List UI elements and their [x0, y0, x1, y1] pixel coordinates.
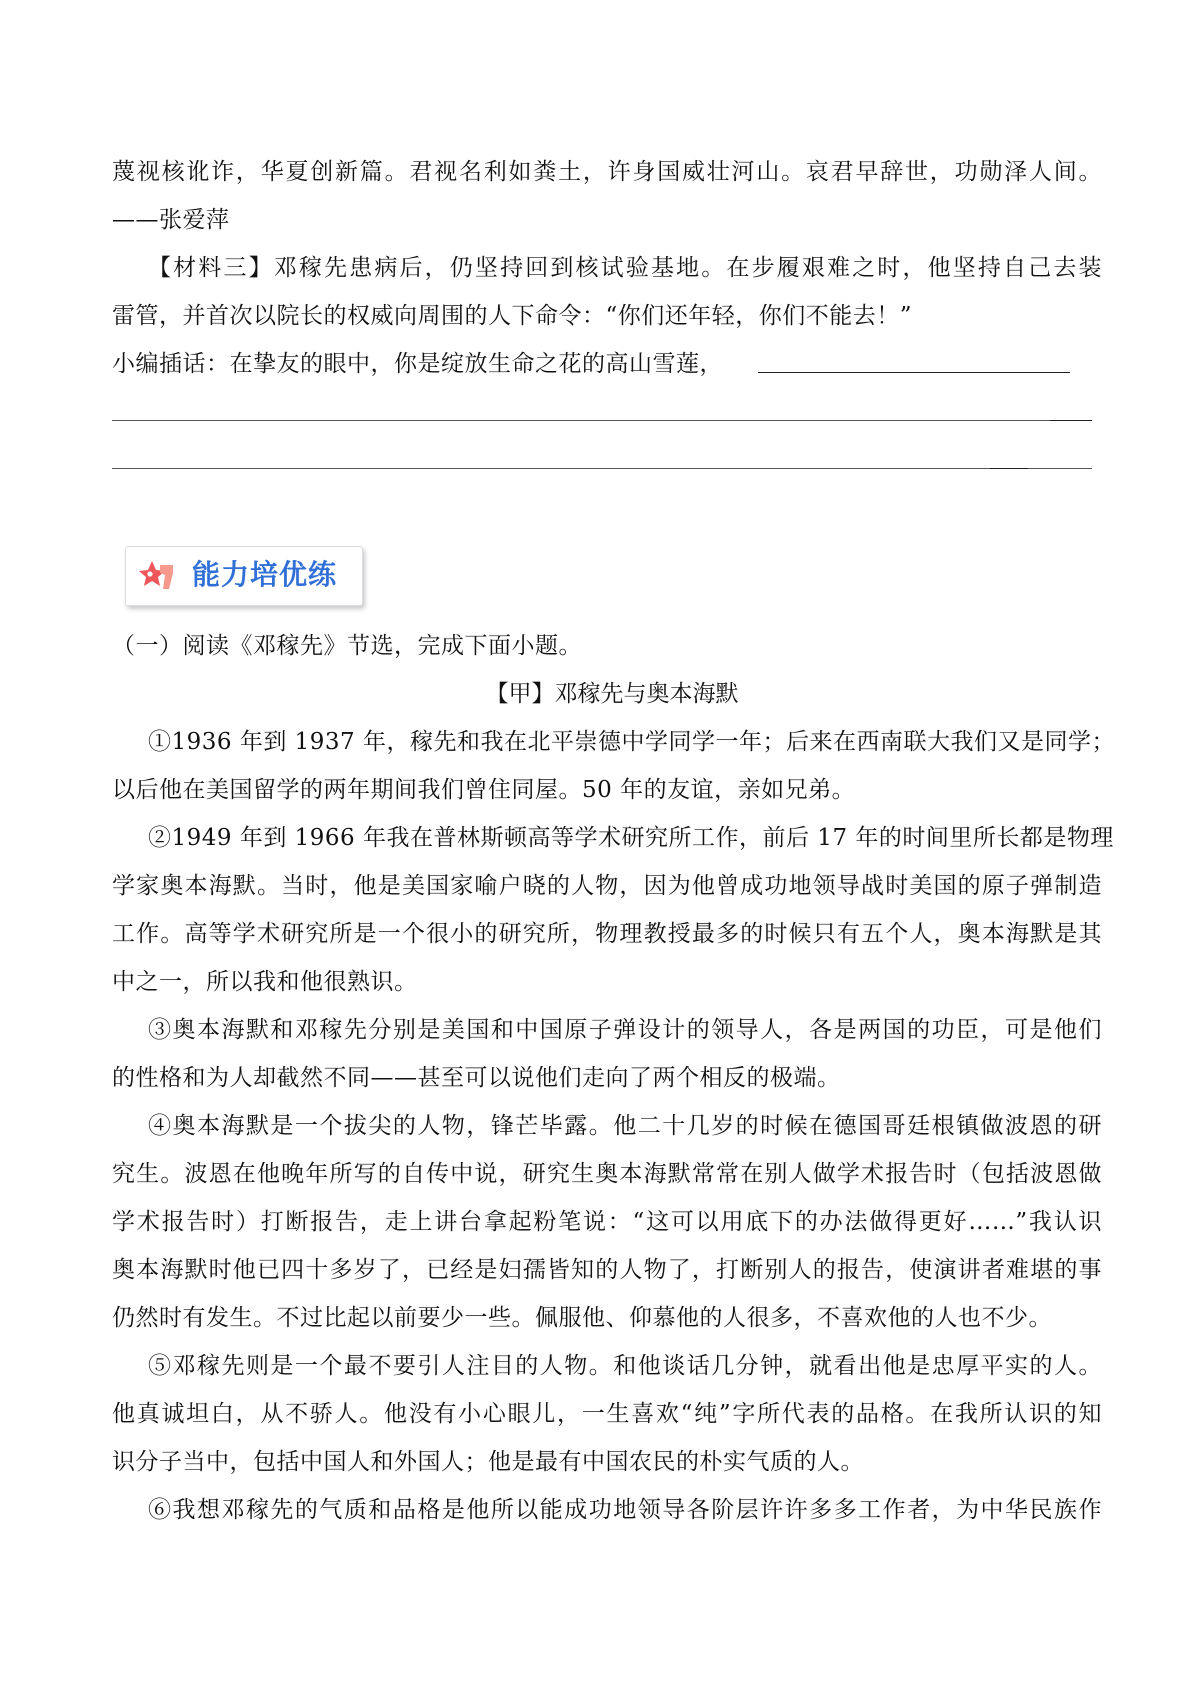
- passage-line: 工作。高等学术研究所是一个很小的研究所，物理教授最多的时候只有五个人，奥本海默是其: [112, 921, 1102, 947]
- answer-blank-inline[interactable]: [758, 372, 1070, 373]
- star-icon: [138, 559, 176, 593]
- passage-line: 识分子当中，包括中国人和外国人；他是最有中国农民的朴实气质的人。: [112, 1449, 864, 1475]
- passage-line: 中之一，所以我和他很熟识。: [112, 969, 418, 995]
- editor-note-prompt: 小编插话：在挚友的眼中，你是绽放生命之花的高山雪莲，: [112, 351, 723, 377]
- passage-line: ⑥我想邓稼先的气质和品格是他所以能成功地领导各阶层许许多多工作者，为中华民族作: [148, 1497, 1102, 1523]
- question-intro: （一）阅读《邓稼先》节选，完成下面小题。: [112, 633, 582, 659]
- passage-line: 仍然时有发生。不过比起以前要少一些。佩服他、仰慕他的人很多，不喜欢他的人也不少。: [112, 1305, 1052, 1331]
- passage-line: ③奥本海默和邓稼先分别是美国和中国原子弹设计的领导人，各是两国的功臣，可是他们: [148, 1017, 1102, 1043]
- passage-line: 学家奥本海默。当时，他是美国家喻户晓的人物，因为他曾成功地领导战时美国的原子弹制造: [112, 873, 1102, 899]
- passage-line: 奥本海默时他已四十多岁了，已经是妇孺皆知的人物了，打断别人的报告，使演讲者难堪的事: [112, 1257, 1102, 1283]
- passage-line: 以后他在美国留学的两年期间我们曾住同屋。50 年的友谊，亲如兄弟。: [112, 777, 856, 803]
- passage-line: ①1936 年到 1937 年，稼先和我在北平崇德中学同学一年；后来在西南联大我们又是同学；: [148, 729, 1115, 755]
- poem-line: 蔑视核讹诈，华夏创新篇。君视名利如粪土，许身国威壮河山。哀君早辞世，功勋泽人间。: [112, 159, 1102, 185]
- passage-line: 究生。波恩在他晚年所写的自传中说，研究生奥本海默常常在别人做学术报告时（包括波恩做: [112, 1161, 1102, 1187]
- answer-line-1[interactable]: [112, 420, 1092, 421]
- passage-line: 学术报告时）打断报告，走上讲台拿起粉笔说：“这可以用底下的办法做得更好……”我认识: [112, 1209, 1102, 1235]
- passage-title: 【甲】邓稼先与奥本海默: [485, 681, 739, 707]
- passage-line: 的性格和为人却截然不同——甚至可以说他们走向了两个相反的极端。: [112, 1065, 841, 1091]
- answer-line-1-end: [1050, 420, 1092, 421]
- material-three-line-2: 雷管，并首次以院长的权威向周围的人下命令：“你们还年轻，你们不能去！”: [112, 303, 913, 329]
- passage-line: 他真诚坦白，从不骄人。他没有小心眼儿，一生喜欢“纯”字所代表的品格。在我所认识的知: [112, 1401, 1102, 1427]
- material-three-line-1: 【材料三】邓稼先患病后，仍坚持回到核试验基地。在步履艰难之时，他坚持自己去装: [148, 255, 1102, 281]
- passage-line: ④奥本海默是一个拔尖的人物，锋芒毕露。他二十几岁的时候在德国哥廷根镇做波恩的研: [148, 1113, 1102, 1139]
- passage-line: ⑤邓稼先则是一个最不要引人注目的人物。和他谈话几分钟，就看出他是忠厚平实的人。: [148, 1353, 1102, 1379]
- poem-author: ——张爱萍: [112, 207, 230, 233]
- answer-line-2[interactable]: [112, 468, 1092, 469]
- passage-line: ②1949 年到 1966 年我在普林斯顿高等学术研究所工作，前后 17 年的时间里所长都是物理: [148, 825, 1114, 851]
- section-badge-label: 能力培优练: [192, 558, 338, 591]
- answer-line-2-end: [990, 468, 1028, 469]
- section-badge: [125, 546, 363, 606]
